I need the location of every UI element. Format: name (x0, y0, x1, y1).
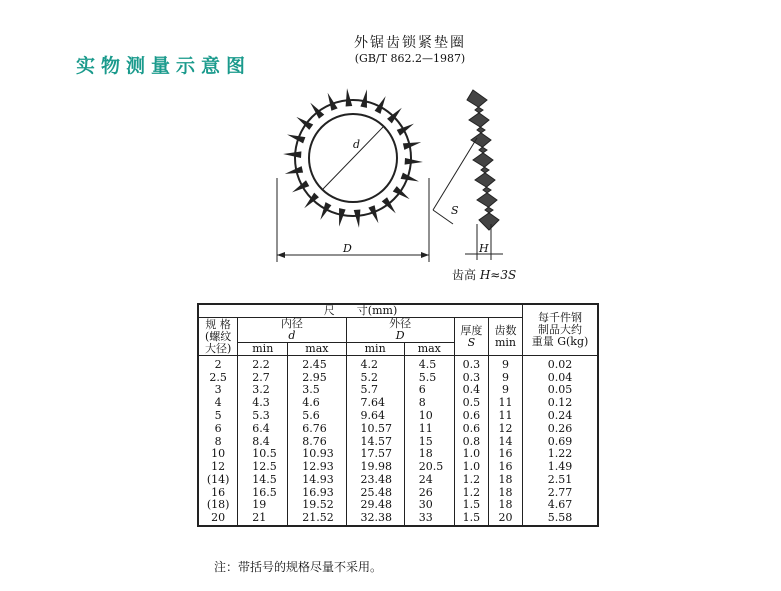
table-cell: 20 (198, 512, 238, 526)
banner-title: 实物测量示意图 (76, 55, 252, 77)
table-cell: 33 (404, 512, 454, 526)
table-cell: 1.5 (454, 512, 488, 526)
table-cell: 1.22 (523, 448, 598, 461)
inner-max-header: max (288, 343, 346, 356)
table-cell: 0.05 (523, 384, 598, 397)
washer-tooth (403, 142, 421, 150)
washer-tooth (354, 209, 361, 227)
table-row (198, 448, 598, 461)
outer-max-header: max (404, 343, 454, 356)
table-cell: 6.4 (238, 422, 288, 435)
table-row (198, 512, 598, 526)
table-cell: 2.95 (288, 371, 346, 384)
table-cell: 0.02 (523, 356, 598, 371)
outer-diameter-header (346, 318, 454, 343)
washer-tooth (285, 166, 303, 174)
washer-tooth (360, 89, 367, 108)
size-header: 尺 寸(mm) (198, 304, 523, 318)
tooth-height-formula: H≈3S (479, 268, 517, 282)
table-cell: 5.7 (346, 384, 404, 397)
inner-diameter-header (238, 318, 346, 343)
table-cell: 24 (404, 474, 454, 487)
table-cell: (14) (198, 474, 238, 487)
table-cell: 8.76 (288, 435, 346, 448)
table-cell: 0.4 (454, 384, 488, 397)
table-cell: 8 (198, 435, 238, 448)
table-cell: 1.2 (454, 486, 488, 499)
inner-diameter-header-label: 内径 (280, 317, 303, 331)
table-cell: 8.4 (238, 435, 288, 448)
spec-header-sub: (螺纹 (204, 329, 232, 343)
table-cell: 5.58 (523, 512, 598, 526)
table-cell: 3 (198, 384, 238, 397)
table-cell: 0.3 (454, 356, 488, 371)
table-row (198, 435, 598, 448)
washer-side-view (467, 90, 499, 230)
table-cell: 3.2 (238, 384, 288, 397)
table-cell: 12 (198, 461, 238, 474)
table-cell: 0.6 (454, 422, 488, 435)
weight-header (523, 304, 598, 356)
table-cell: 4 (198, 397, 238, 410)
table-cell: 14.57 (346, 435, 404, 448)
table-cell: 12.93 (288, 461, 346, 474)
weight-header-line1: 每千件钢 (538, 311, 583, 325)
table-cell: 23.48 (346, 474, 404, 487)
washer-tooth (339, 208, 346, 227)
table-cell: 16.93 (288, 486, 346, 499)
table-cell: 11 (488, 397, 522, 410)
table-cell: 2.7 (238, 371, 288, 384)
table-cell: 20.5 (404, 461, 454, 474)
washer-drawing (265, 78, 535, 268)
table-cell: 19 (238, 499, 288, 512)
table-cell: 2 (198, 356, 238, 371)
table-cell: 18 (488, 486, 522, 499)
table-cell: 6 (198, 422, 238, 435)
table-cell: 16 (488, 448, 522, 461)
table-cell: 0.24 (523, 410, 598, 423)
table-cell: 5.5 (404, 371, 454, 384)
table-cell: 5 (198, 410, 238, 423)
tooth-height-caption (452, 266, 516, 283)
table-row (198, 371, 598, 384)
table-cell: 11 (488, 410, 522, 423)
table-cell: 19.52 (288, 499, 346, 512)
teeth-header-label: 齿数 (494, 323, 517, 337)
table-cell: 1.5 (454, 499, 488, 512)
table-cell: 0.26 (523, 422, 598, 435)
table-cell: 17.57 (346, 448, 404, 461)
teeth-header-sub: min (494, 335, 516, 349)
table-cell: 5.2 (346, 371, 404, 384)
table-cell: 14 (488, 435, 522, 448)
table-cell: 21.52 (288, 512, 346, 526)
table-cell: 5.3 (238, 410, 288, 423)
table-cell: 2.2 (238, 356, 288, 371)
table-cell: 0.04 (523, 371, 598, 384)
table-row (198, 461, 598, 474)
table-cell: 32.38 (346, 512, 404, 526)
table-cell: 10.93 (288, 448, 346, 461)
table-cell: 1.49 (523, 461, 598, 474)
inner-diameter-header-symbol: d (288, 329, 296, 343)
washer-tooth (387, 108, 402, 124)
footnote: 注：带括号的规格尽量不采用。 (214, 560, 383, 574)
table-cell: 2.45 (288, 356, 346, 371)
table-cell: 20 (488, 512, 522, 526)
document-title: 外锯齿锁紧垫圈 (354, 35, 466, 51)
table-cell: 0.12 (523, 397, 598, 410)
dimension-table (197, 303, 599, 527)
thickness-header-label: 厚度 (460, 323, 483, 337)
washer-tooth (405, 158, 423, 165)
table-cell: 2.77 (523, 486, 598, 499)
table-cell: 18 (404, 448, 454, 461)
tooth-height-caption-prefix: 齿高 (452, 268, 477, 282)
table-row (198, 499, 598, 512)
table-cell: 4.6 (288, 397, 346, 410)
table-cell: 4.2 (346, 356, 404, 371)
table-cell: 6.76 (288, 422, 346, 435)
table-cell: 12.5 (238, 461, 288, 474)
table-cell: 19.98 (346, 461, 404, 474)
table-row (198, 422, 598, 435)
table-cell: 0.5 (454, 397, 488, 410)
washer-tooth (304, 193, 319, 209)
outer-diameter-header-symbol: D (395, 329, 405, 343)
table-cell: 0.3 (454, 371, 488, 384)
table-cell: 16 (198, 486, 238, 499)
table-row (198, 486, 598, 499)
outer-diameter-label: D (343, 242, 352, 255)
outer-diameter-header-label: 外径 (389, 317, 412, 331)
table-cell: 9 (488, 384, 522, 397)
table-cell: (18) (198, 499, 238, 512)
table-cell: 18 (488, 499, 522, 512)
inner-min-header: min (238, 343, 288, 356)
table-cell: 11 (404, 422, 454, 435)
table-row (198, 410, 598, 423)
thickness-label: S (451, 204, 459, 217)
thickness-leader (433, 138, 477, 210)
table-cell: 2.5 (198, 371, 238, 384)
table-cell: 4.5 (404, 356, 454, 371)
table-cell: 12 (488, 422, 522, 435)
table-cell: 0.8 (454, 435, 488, 448)
table-row (198, 384, 598, 397)
table-cell: 16.5 (238, 486, 288, 499)
weight-header-line3: 重量 G(kg) (531, 335, 589, 349)
weight-header-line2: 制品大约 (538, 323, 583, 337)
table-cell: 7.64 (346, 397, 404, 410)
table-cell: 16 (488, 461, 522, 474)
spec-header (198, 318, 238, 356)
table-cell: 2.51 (523, 474, 598, 487)
table-cell: 10 (404, 410, 454, 423)
thickness-header (454, 318, 488, 356)
teeth-header (488, 318, 522, 356)
table-cell: 0.69 (523, 435, 598, 448)
inner-diameter-label: d (353, 138, 361, 151)
table-cell: 14.93 (288, 474, 346, 487)
thickness-header-symbol: S (467, 335, 476, 349)
table-cell: 29.48 (346, 499, 404, 512)
table-cell: 9 (488, 356, 522, 371)
table-cell: 9.64 (346, 410, 404, 423)
table-row (198, 397, 598, 410)
table-cell: 25.48 (346, 486, 404, 499)
table-cell: 8 (404, 397, 454, 410)
table-cell: 9 (488, 371, 522, 384)
table-cell: 10 (198, 448, 238, 461)
spec-header-label: 规 格 (205, 317, 231, 331)
washer-tooth (346, 88, 353, 106)
table-row (198, 356, 598, 371)
height-label: H (479, 242, 489, 255)
table-cell: 21 (238, 512, 288, 526)
thickness-leader-2 (433, 210, 453, 224)
washer-tooth (283, 151, 301, 158)
table-cell: 4.67 (523, 499, 598, 512)
table-row (198, 474, 598, 487)
spec-header-sub2: 大径) (204, 341, 232, 355)
table-cell: 1.2 (454, 474, 488, 487)
table-cell: 30 (404, 499, 454, 512)
table-cell: 10.5 (238, 448, 288, 461)
table-cell: 4.3 (238, 397, 288, 410)
table-cell: 1.0 (454, 448, 488, 461)
table-cell: 6 (404, 384, 454, 397)
table-cell: 0.6 (454, 410, 488, 423)
table-cell: 10.57 (346, 422, 404, 435)
table-cell: 1.0 (454, 461, 488, 474)
table-cell: 3.5 (288, 384, 346, 397)
outer-min-header: min (346, 343, 404, 356)
standard-number: (GB/T 862.2—1987) (354, 52, 466, 65)
table-cell: 26 (404, 486, 454, 499)
table-cell: 14.5 (238, 474, 288, 487)
table-cell: 15 (404, 435, 454, 448)
table-cell: 5.6 (288, 410, 346, 423)
table-cell: 18 (488, 474, 522, 487)
